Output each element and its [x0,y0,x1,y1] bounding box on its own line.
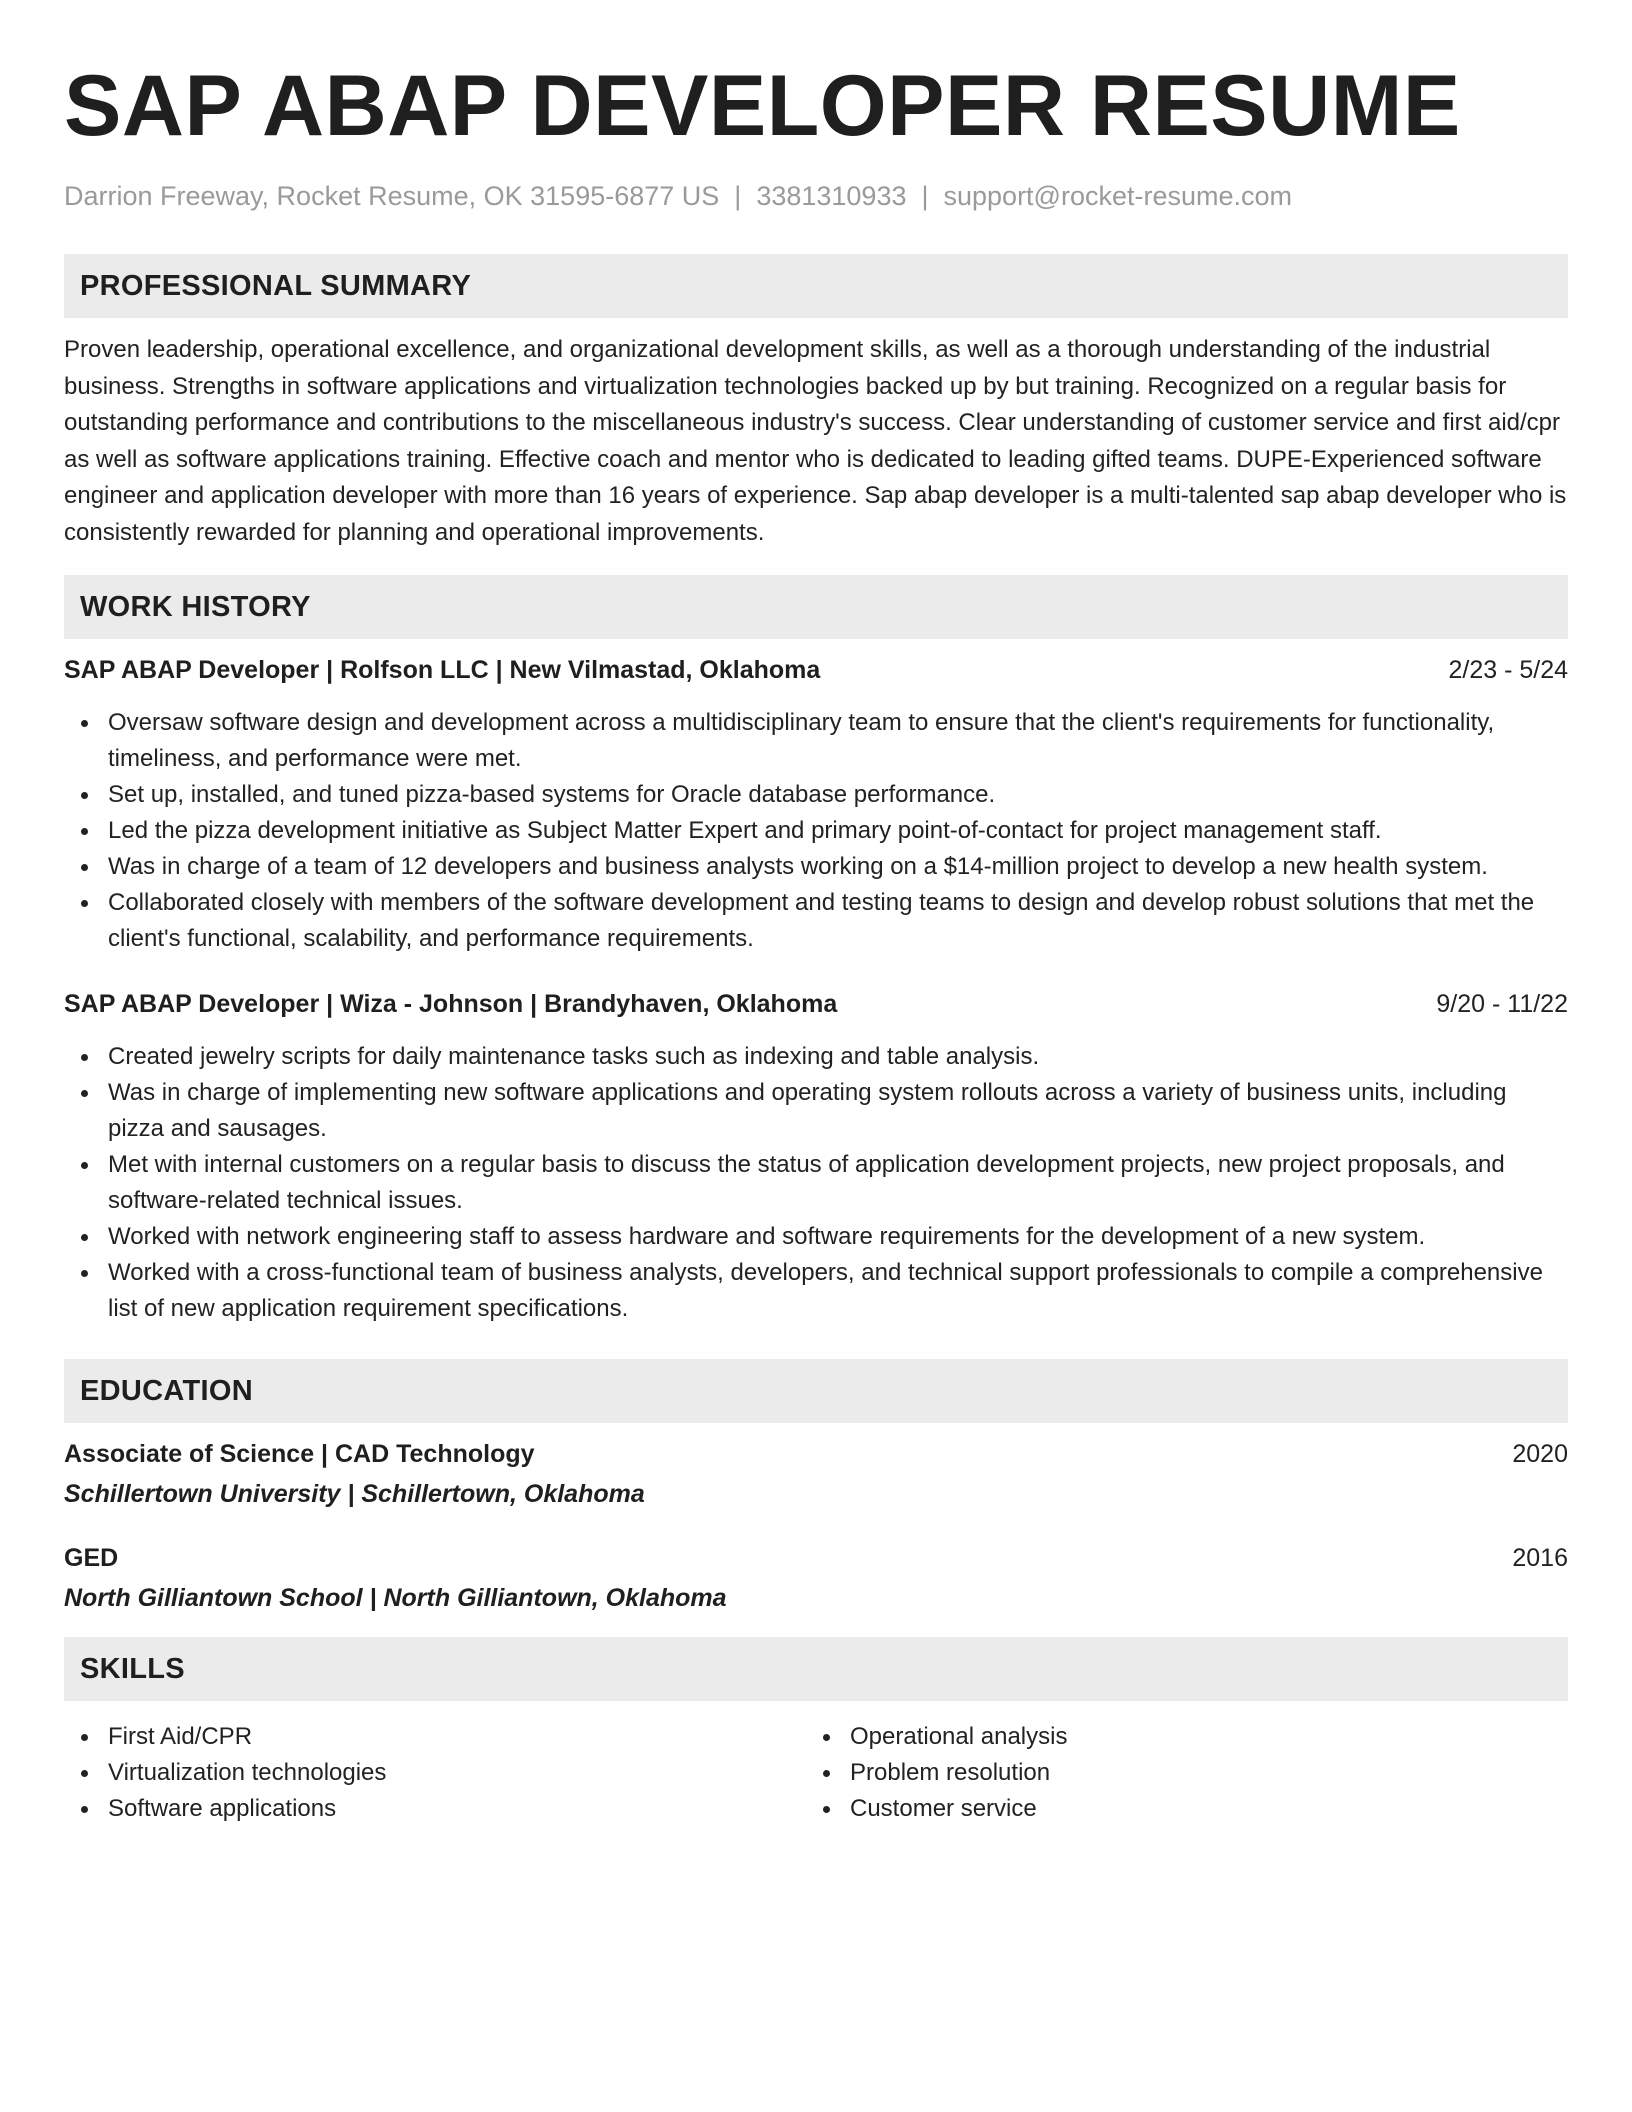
education-school: North Gilliantown School | North Gilliantown, Oklahoma [64,1584,727,1612]
job-bullet: Collaborated closely with members of the software development and testing teams to design and develop robust solutions that met the client's functional, scalability, and performance requirements. [64,885,1568,957]
section-heading-summary: PROFESSIONAL SUMMARY [64,254,1568,318]
job-bullet: Oversaw software design and development across a multidisciplinary team to ensure that the client's requirements for functionality, timeliness, and performance were met. [64,705,1568,777]
job-entry [64,987,1568,1327]
resume-title: SAP ABAP DEVELOPER RESUME [64,58,1461,154]
education-entry [64,1541,1568,1615]
skill-item: Software applications [64,1791,806,1827]
job-bullet: Was in charge of implementing new software applications and operating system rollouts across a variety of business units, including pizza and sausages. [64,1075,1568,1147]
education-year: 2016 [1512,1544,1568,1572]
skill-item: Problem resolution [806,1755,1548,1791]
job-bullet: Worked with a cross-functional team of business analysts, developers, and technical support professionals to compile a comprehensive list of new application requirement specifications. [64,1255,1568,1327]
job-bullet: Met with internal customers on a regular basis to discuss the status of application development projects, new project proposals, and software-related technical issues. [64,1147,1568,1219]
job-dates: 2/23 - 5/24 [1448,656,1568,684]
job-bullet: Worked with network engineering staff to assess hardware and software requirements for the development of a new system. [64,1219,1568,1255]
job-entry [64,653,1568,957]
education-year: 2020 [1512,1440,1568,1468]
job-header [64,653,1568,687]
education-entry [64,1437,1568,1511]
contact-phone: 3381310933 [756,181,907,211]
summary-text: Proven leadership, operational excellence, and organizational development skills, as well as a thorough understanding of the industrial business. Strengths in software applications and virtualization technologies backed up by but training. Recognized on a regular basis for outstanding performance and contributions to the miscellaneous industry's success. Clear understanding of customer service and first aid/cpr as well as software applications training. Effective coach and mentor who is dedicated to leading gifted teams. DUPE-Experienced software engineer and application developer with more than 16 years of experience. Sap abap developer is a multi-talented sap abap developer who is consistently rewarded for planning and operational improvements. [64,336,1567,546]
job-bullet: Led the pizza development initiative as Subject Matter Expert and primary point-of-contact for project management staff. [64,813,1568,849]
contact-separator: | [921,181,929,211]
job-bullets [64,705,1568,957]
education-school: Schillertown University | Schillertown, Oklahoma [64,1480,645,1508]
skills-grid [64,1719,1568,1827]
job-header [64,987,1568,1021]
contact-email: support@rocket-resume.com [943,181,1293,211]
contact-separator: | [734,181,742,211]
job-bullets [64,1039,1568,1327]
education-degree: Associate of Science | CAD Technology [64,1440,535,1468]
education-header [64,1437,1568,1471]
resume-page [64,0,1568,1827]
section-heading-education: EDUCATION [64,1359,1568,1423]
job-title: SAP ABAP Developer | Rolfson LLC | New Vilmastad, Oklahoma [64,656,821,684]
job-bullet: Set up, installed, and tuned pizza-based systems for Oracle database performance. [64,777,1568,813]
skill-item: Operational analysis [806,1719,1548,1755]
job-dates: 9/20 - 11/22 [1436,990,1568,1018]
contact-address: Darrion Freeway, Rocket Resume, OK 31595-6877 US [64,181,720,211]
skill-item: Virtualization technologies [64,1755,806,1791]
education-header [64,1541,1568,1575]
skill-item: Customer service [806,1791,1548,1827]
skills-column-right [806,1719,1548,1827]
section-heading-skills: SKILLS [64,1637,1568,1701]
skill-item: First Aid/CPR [64,1719,806,1755]
job-bullet: Created jewelry scripts for daily maintenance tasks such as indexing and table analysis. [64,1039,1568,1075]
job-title: SAP ABAP Developer | Wiza - Johnson | Brandyhaven, Oklahoma [64,990,838,1018]
education-degree: GED [64,1544,119,1572]
job-bullet: Was in charge of a team of 12 developers and business analysts working on a $14-million project to develop a new health system. [64,849,1568,885]
section-heading-work-history: WORK HISTORY [64,575,1568,639]
contact-line [64,178,1568,214]
skills-column-left [64,1719,806,1827]
